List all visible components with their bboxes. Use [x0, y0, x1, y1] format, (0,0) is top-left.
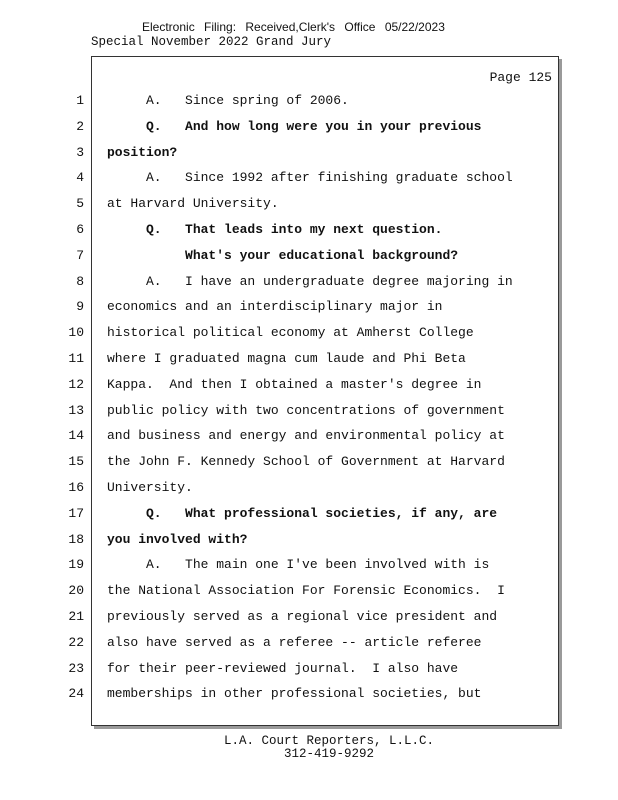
line-number: 1: [76, 93, 84, 108]
case-header: Special November 2022 Grand Jury: [91, 35, 332, 49]
line-number: 13: [68, 402, 84, 418]
line-number: 3: [76, 144, 84, 160]
transcript-line: Kappa. And then I obtained a master's degree in: [107, 376, 482, 392]
transcript-line: memberships in other professional societies, but: [107, 686, 482, 702]
transcript-line: Q. That leads into my next question.: [107, 221, 443, 237]
line-number: 19: [68, 557, 84, 573]
line-number: 18: [68, 531, 84, 547]
transcript-line: A. Since 1992 after finishing graduate school: [107, 170, 513, 186]
transcript-line: A. Since spring of 2006.: [107, 93, 349, 108]
line-number: 7: [76, 247, 84, 263]
transcript-text: [107, 92, 555, 711]
line-number: 5: [76, 196, 84, 212]
line-number: 11: [68, 350, 84, 366]
line-number-column: [60, 92, 84, 711]
transcript-line: the National Association For Forensic Economics. I: [107, 583, 505, 599]
footer-company: L.A. Court Reporters, L.L.C.: [223, 734, 435, 748]
transcript-line: for their peer-reviewed journal. I also have: [107, 660, 459, 676]
line-number: 9: [76, 299, 84, 315]
transcript-line: where I graduated magna cum laude and Phi Beta: [107, 350, 466, 366]
transcript-line: previously served as a regional vice president and: [107, 608, 498, 624]
line-number: 20: [68, 583, 84, 599]
transcript-line: Q. And how long were you in your previous: [107, 118, 482, 134]
line-number: 17: [68, 505, 84, 521]
line-number: 23: [68, 660, 84, 676]
line-number: 22: [68, 634, 84, 650]
page-number: Page 125: [489, 70, 552, 85]
transcript-line: A. The main one I've been involved with is: [107, 557, 490, 573]
filing-stamp: Electronic Filing: Received,Clerk's Office 05/22/2023: [142, 20, 445, 34]
line-number: 12: [68, 376, 84, 392]
transcript-line: What's your educational background?: [107, 247, 459, 263]
line-number: 15: [68, 454, 84, 470]
transcript-line: economics and an interdisciplinary major in: [107, 299, 443, 315]
line-number: 21: [68, 608, 84, 624]
line-number: 10: [68, 325, 84, 341]
transcript-line: Q. What professional societies, if any, are: [107, 505, 498, 521]
line-number: 6: [76, 221, 84, 237]
line-number: 4: [76, 170, 84, 186]
line-number: 16: [68, 479, 84, 495]
transcript-line: you involved with?: [107, 531, 248, 547]
transcript-line: position?: [107, 144, 178, 160]
transcript-line: A. I have an undergraduate degree majoring in: [107, 273, 513, 289]
transcript-line: historical political economy at Amherst College: [107, 325, 474, 341]
footer-phone: 312-419-9292: [283, 747, 374, 761]
transcript-line: the John F. Kennedy School of Government at Harvard: [107, 454, 505, 470]
transcript-line: also have served as a referee -- article referee: [107, 634, 482, 650]
transcript-line: and business and energy and environmental policy at: [107, 428, 505, 444]
transcript-line: at Harvard University.: [107, 196, 279, 212]
line-number: 8: [76, 273, 84, 289]
transcript-line: University.: [107, 479, 193, 495]
line-number: 2: [76, 118, 84, 134]
line-number: 14: [68, 428, 84, 444]
line-number: 24: [68, 686, 84, 702]
transcript-line: public policy with two concentrations of government: [107, 402, 505, 418]
